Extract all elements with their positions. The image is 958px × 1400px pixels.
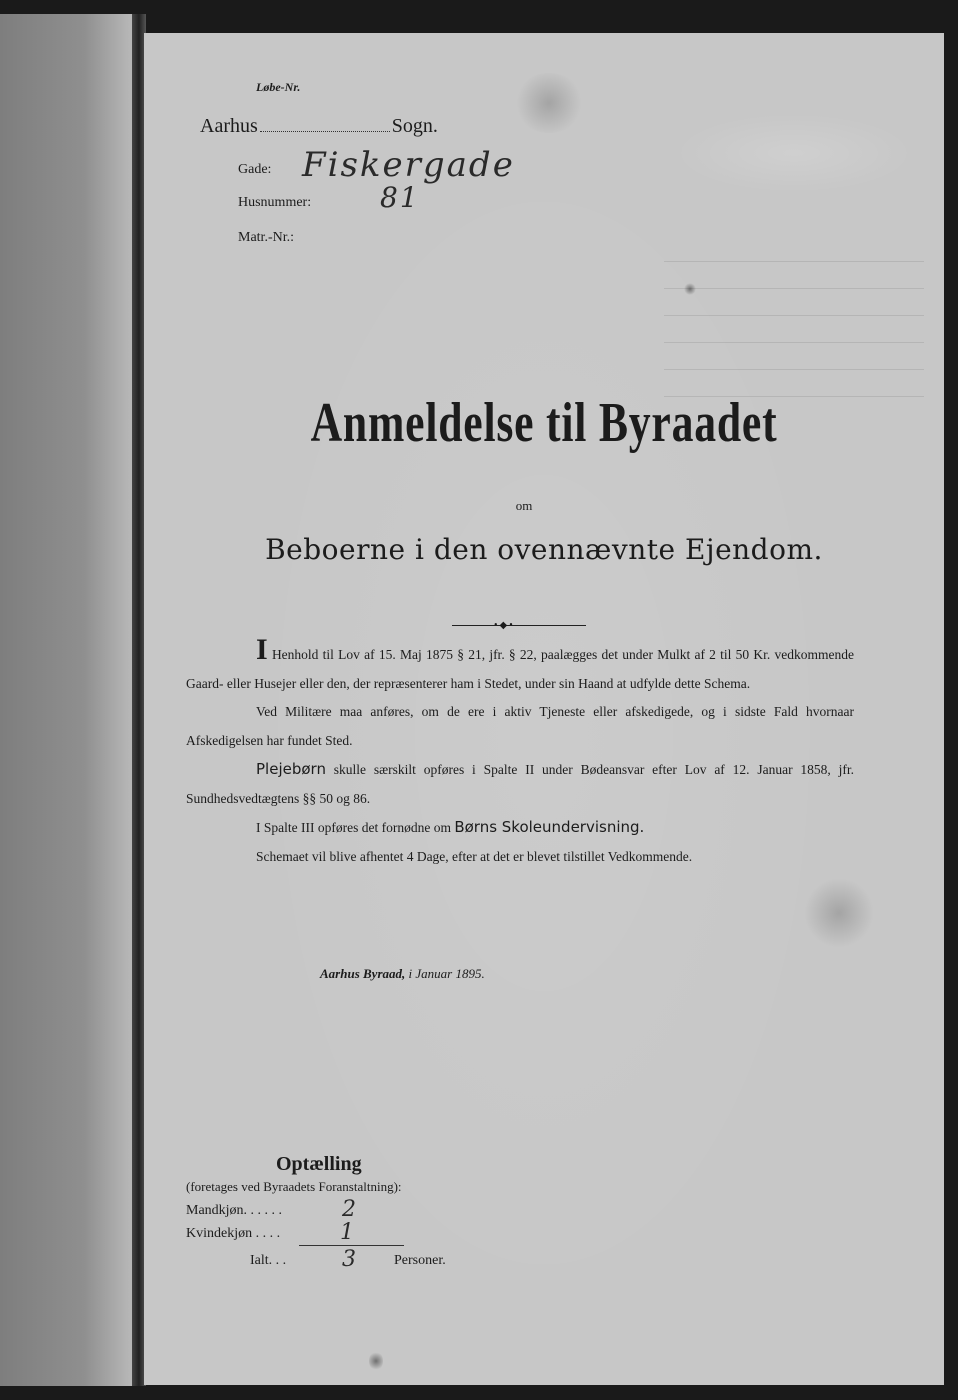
count-subtitle: (foretages ved Byraadets Foranstaltning): bbox=[186, 1179, 402, 1194]
foster-heading: Plejebørn bbox=[256, 760, 326, 778]
husnummer-handwritten: 81 bbox=[380, 181, 420, 214]
gade-label: Gade: bbox=[238, 162, 272, 177]
persons-label: Personer. bbox=[394, 1253, 446, 1268]
ink-spot bbox=[684, 283, 696, 295]
ornament-dots: •◆• bbox=[494, 620, 515, 631]
parish-line bbox=[200, 115, 438, 138]
husnummer-label: Husnummer: bbox=[238, 195, 312, 210]
ink-blot bbox=[369, 1351, 383, 1371]
paragraph-school-text: I Spalte III opføres det fornødne om bbox=[256, 820, 451, 835]
paragraph-school bbox=[186, 813, 854, 843]
male-label: Mandkjøn. . . . . . bbox=[186, 1203, 283, 1218]
school-heading: Børns Skoleundervisning. bbox=[454, 818, 645, 836]
signature-date: i Januar 1895. bbox=[408, 966, 485, 981]
paragraph-foster bbox=[186, 755, 854, 813]
matr-label: Matr.-Nr.: bbox=[238, 230, 294, 245]
female-value: 1 bbox=[340, 1220, 354, 1245]
count-title: Optælling bbox=[276, 1153, 362, 1175]
sogn-label: Sogn. bbox=[391, 115, 438, 137]
smudge-top bbox=[514, 73, 584, 133]
instructions-block bbox=[186, 633, 855, 871]
document-subtitle: Beboerne i den ovennævnte Ejendom. bbox=[265, 533, 823, 566]
document-page bbox=[144, 33, 944, 1385]
parish-blank bbox=[260, 118, 390, 132]
male-value: 2 bbox=[342, 1197, 356, 1222]
paragraph-collection: Schemaet vil blive afhentet 4 Dage, efter at det er blevet tilstillet Vedkommende. bbox=[256, 848, 693, 864]
signature-line bbox=[320, 966, 485, 982]
title-om: om bbox=[515, 498, 533, 513]
gade-handwritten: Fiskergade bbox=[302, 145, 515, 185]
smudge-stain bbox=[804, 878, 874, 948]
paragraph-law bbox=[186, 633, 854, 698]
left-page-edge bbox=[0, 14, 140, 1386]
total-value: 3 bbox=[342, 1247, 356, 1272]
paragraph-foster-text: skulle særskilt opføres i Spalte II under Bødeansvar efter Lov af 12. Januar 1858, jfr. Sundhedsvedtægtens §§ 50 og 86. bbox=[186, 762, 855, 806]
signature-org: Aarhus Byraad, bbox=[320, 966, 406, 981]
paragraph-law-text: Henhold til Lov af 15. Maj 1875 § 21, jfr. § 22, paalægges det under Mulkt af 2 til 50 Kr. vedkommende Gaard- eller Husejer eller den, der repræsenterer ham i Stedet, under sin Haand at udfylde dette Schema. bbox=[186, 647, 854, 691]
ornament-rule bbox=[452, 625, 586, 626]
paragraph-military: Ved Militære maa anføres, om de ere i aktiv Tjeneste eller afskedigede, og i sidste Fald hvornaar Afskedigelsen har fundet Sted. bbox=[186, 704, 854, 748]
female-label: Kvindekjøn . . . . bbox=[186, 1226, 281, 1241]
city-name: Aarhus bbox=[200, 115, 258, 137]
sum-line bbox=[299, 1245, 404, 1246]
drop-cap: I bbox=[256, 633, 268, 666]
document-title: Anmeldelse til Byraadet bbox=[310, 392, 778, 454]
total-label: Ialt. . . bbox=[250, 1253, 287, 1268]
lobe-nr-label: Løbe-Nr. bbox=[256, 80, 301, 94]
